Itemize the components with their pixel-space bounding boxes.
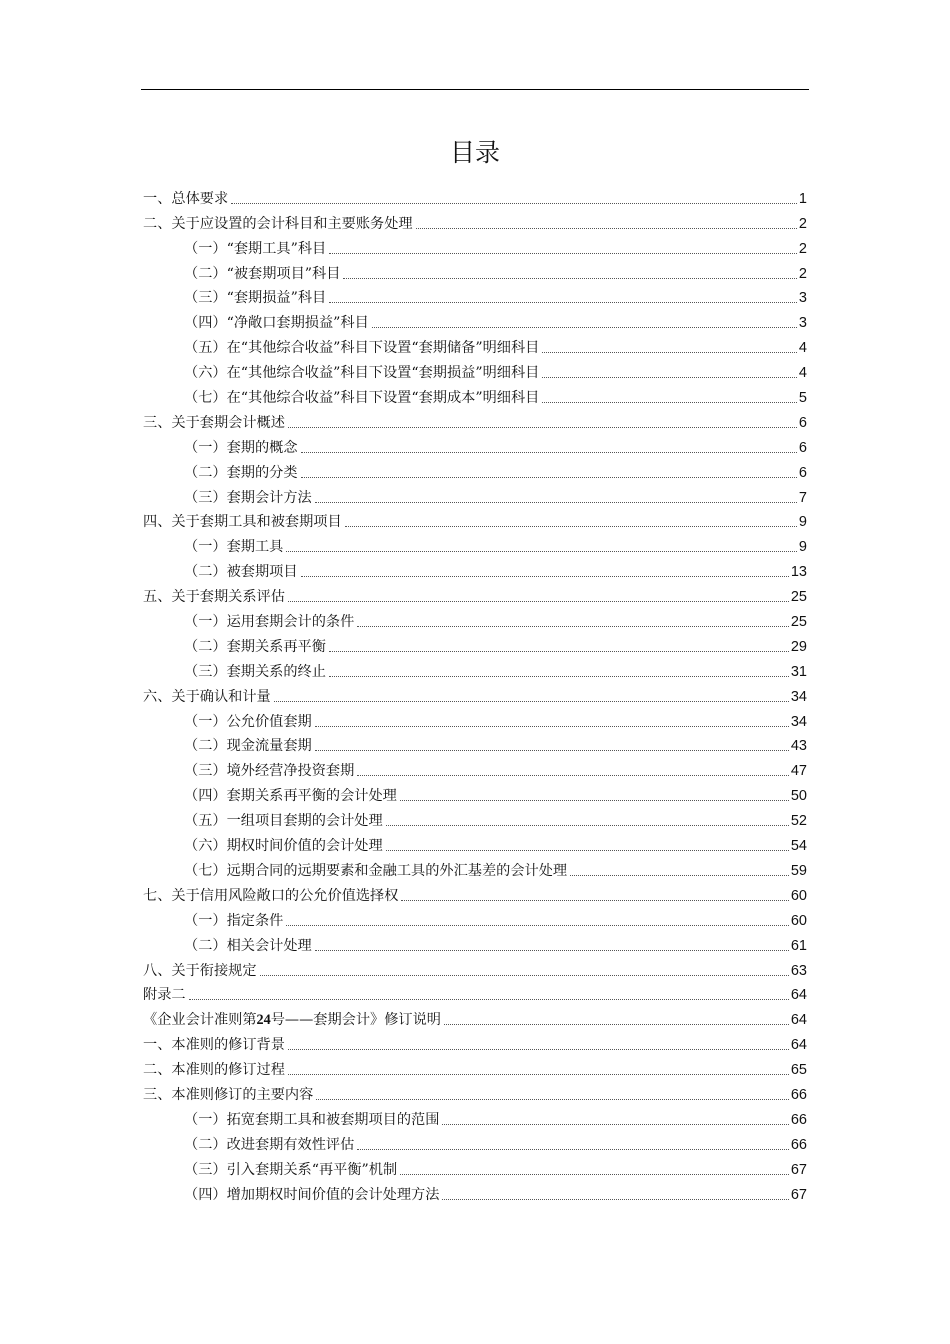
toc-entry[interactable] xyxy=(143,981,807,1006)
dot-leader xyxy=(442,1124,788,1125)
toc-entry-page-number: 9 xyxy=(798,539,807,556)
toc-entry[interactable] xyxy=(143,632,807,657)
toc-entry-label: （七）在“其他综合收益”科目下设置“套期成本”明细科目 xyxy=(184,390,540,407)
toc-entry[interactable] xyxy=(143,707,807,732)
toc-entry-label: （一）指定条件 xyxy=(184,912,284,929)
toc-entry-page-number: 64 xyxy=(790,987,807,1004)
toc-entry-page-number: 3 xyxy=(798,315,807,332)
toc-entry[interactable] xyxy=(143,532,807,557)
dot-leader xyxy=(274,701,789,702)
dot-leader xyxy=(444,1024,789,1025)
toc-entry[interactable] xyxy=(143,234,807,259)
toc-entry-label: （五）一组项目套期的会计处理 xyxy=(184,813,383,830)
toc-entry-label: 五、关于套期关系评估 xyxy=(143,589,285,606)
toc-entry[interactable] xyxy=(143,259,807,284)
toc-entry-label: （四）套期关系再平衡的会计处理 xyxy=(184,788,397,805)
dot-leader xyxy=(329,676,789,677)
dot-leader xyxy=(542,402,797,403)
toc-entry-page-number: 64 xyxy=(790,1012,807,1029)
toc-entry-page-number: 64 xyxy=(790,1037,807,1054)
toc-entry-label xyxy=(143,1011,441,1030)
toc-entry[interactable] xyxy=(143,333,807,358)
dot-leader xyxy=(288,601,789,602)
toc-entry-page-number: 59 xyxy=(790,862,807,879)
toc-entry[interactable] xyxy=(143,209,807,234)
dot-leader xyxy=(570,875,789,876)
toc-entry-page-number: 1 xyxy=(798,190,807,207)
toc-entry[interactable] xyxy=(143,906,807,931)
toc-entry[interactable] xyxy=(143,184,807,209)
toc-entry-label: （一）套期工具 xyxy=(184,539,284,556)
toc-entry-label: （五）在“其他综合收益”科目下设置“套期储备”明细科目 xyxy=(184,340,540,357)
dot-leader xyxy=(329,253,797,254)
toc-entry[interactable] xyxy=(143,657,807,682)
toc-entry-page-number: 4 xyxy=(798,365,807,382)
dot-leader xyxy=(372,327,797,328)
dot-leader xyxy=(231,203,797,204)
toc-entry[interactable] xyxy=(143,831,807,856)
toc-entry-label-suffix: 号——套期会计》修订说明 xyxy=(270,1012,441,1029)
toc-entry[interactable] xyxy=(143,956,807,981)
toc-entry-label: （三）套期会计方法 xyxy=(184,489,312,506)
toc-entry-page-number: 4 xyxy=(798,340,807,357)
dot-leader xyxy=(400,800,789,801)
dot-leader xyxy=(400,1174,789,1175)
dot-leader xyxy=(401,900,788,901)
toc-entry-page-number: 34 xyxy=(790,713,807,730)
toc-entry[interactable] xyxy=(143,308,807,333)
toc-entry[interactable] xyxy=(143,1080,807,1105)
toc-entry-page-number: 66 xyxy=(790,1111,807,1128)
table-of-contents xyxy=(143,184,807,1205)
toc-entry-label: （七）远期合同的远期要素和金融工具的外汇基差的会计处理 xyxy=(184,862,568,879)
toc-entry-label: （六）在“其他综合收益”科目下设置“套期损益”明细科目 xyxy=(184,365,540,382)
dot-leader xyxy=(315,750,789,751)
toc-entry-page-number: 61 xyxy=(790,937,807,954)
toc-entry[interactable] xyxy=(143,1155,807,1180)
toc-entry-label: （三）境外经营净投资套期 xyxy=(184,763,355,780)
toc-entry-page-number: 2 xyxy=(798,240,807,257)
toc-entry-page-number: 29 xyxy=(790,638,807,655)
dot-leader xyxy=(315,950,789,951)
toc-entry-label: （二）相关会计处理 xyxy=(184,937,312,954)
toc-entry-page-number: 63 xyxy=(790,962,807,979)
toc-entry-label: （一）运用套期会计的条件 xyxy=(184,614,355,631)
toc-entry-label: （四）增加期权时间价值的会计处理方法 xyxy=(184,1186,440,1203)
dot-leader xyxy=(345,526,797,527)
toc-entry-page-number: 52 xyxy=(790,813,807,830)
dot-leader xyxy=(288,427,797,428)
dot-leader xyxy=(189,999,789,1000)
toc-entry-label: 一、总体要求 xyxy=(143,190,229,207)
toc-entry-page-number: 50 xyxy=(790,788,807,805)
toc-entry-page-number: 6 xyxy=(798,414,807,431)
toc-entry[interactable] xyxy=(143,557,807,582)
toc-entry[interactable] xyxy=(143,458,807,483)
toc-entry-label: （二）被套期项目 xyxy=(184,564,298,581)
toc-entry-label: （二）套期的分类 xyxy=(184,464,298,481)
dot-leader xyxy=(343,278,797,279)
toc-entry-label: 三、本准则修订的主要内容 xyxy=(143,1086,314,1103)
dot-leader xyxy=(416,228,797,229)
toc-entry-label: 附录二 xyxy=(143,987,186,1004)
header-rule xyxy=(141,89,809,90)
toc-entry-label: 四、关于套期工具和被套期项目 xyxy=(143,514,342,531)
toc-entry[interactable] xyxy=(143,607,807,632)
dot-leader xyxy=(288,1049,789,1050)
toc-entry[interactable] xyxy=(143,433,807,458)
dot-leader xyxy=(386,850,789,851)
toc-entry-page-number: 9 xyxy=(798,514,807,531)
toc-entry[interactable] xyxy=(143,931,807,956)
toc-entry-page-number: 67 xyxy=(790,1186,807,1203)
dot-leader xyxy=(286,551,797,552)
dot-leader xyxy=(542,352,797,353)
dot-leader xyxy=(316,1099,789,1100)
toc-entry-page-number: 7 xyxy=(798,489,807,506)
toc-entry-label: 八、关于衔接规定 xyxy=(143,962,257,979)
dot-leader xyxy=(315,726,789,727)
dot-leader xyxy=(286,925,789,926)
toc-entry-page-number: 2 xyxy=(798,265,807,282)
toc-entry-label: （一）公允价值套期 xyxy=(184,713,312,730)
dot-leader xyxy=(329,651,789,652)
toc-entry-label: （三）套期关系的终止 xyxy=(184,663,326,680)
dot-leader xyxy=(442,1199,788,1200)
toc-entry[interactable] xyxy=(143,408,807,433)
toc-entry-page-number: 60 xyxy=(790,887,807,904)
toc-entry-label: （一）套期的概念 xyxy=(184,439,298,456)
toc-entry-page-number: 25 xyxy=(790,614,807,631)
toc-entry-page-number: 65 xyxy=(790,1062,807,1079)
dot-leader xyxy=(315,502,797,503)
toc-entry-page-number: 3 xyxy=(798,290,807,307)
toc-entry-page-number: 47 xyxy=(790,763,807,780)
toc-entry-label-number: 24 xyxy=(256,1012,271,1029)
toc-entry-label: （四）“净敞口套期损益”科目 xyxy=(184,315,369,332)
toc-entry[interactable] xyxy=(143,483,807,508)
toc-entry[interactable] xyxy=(143,582,807,607)
toc-entry-page-number: 31 xyxy=(790,663,807,680)
toc-entry-page-number: 6 xyxy=(798,464,807,481)
toc-entry[interactable] xyxy=(143,508,807,533)
toc-entry[interactable] xyxy=(143,806,807,831)
toc-entry[interactable] xyxy=(143,732,807,757)
dot-leader xyxy=(260,975,789,976)
toc-entry[interactable] xyxy=(143,1130,807,1155)
dot-leader xyxy=(542,377,797,378)
toc-entry-page-number: 66 xyxy=(790,1086,807,1103)
toc-entry-page-number: 6 xyxy=(798,439,807,456)
toc-entry-label: （三）引入套期关系“再平衡”机制 xyxy=(184,1161,398,1178)
toc-entry-page-number: 34 xyxy=(790,688,807,705)
toc-entry-label: 二、关于应设置的会计科目和主要账务处理 xyxy=(143,215,413,232)
toc-entry-page-number: 54 xyxy=(790,838,807,855)
toc-entry[interactable] xyxy=(143,1005,807,1030)
toc-entry[interactable] xyxy=(143,881,807,906)
dot-leader xyxy=(301,576,789,577)
toc-entry[interactable] xyxy=(143,1180,807,1205)
toc-entry-page-number: 13 xyxy=(790,564,807,581)
toc-entry-label: （二）改进套期有效性评估 xyxy=(184,1136,355,1153)
dot-leader xyxy=(301,452,797,453)
toc-entry[interactable] xyxy=(143,284,807,309)
dot-leader xyxy=(301,477,797,478)
toc-entry-label: 六、关于确认和计量 xyxy=(143,688,271,705)
dot-leader xyxy=(329,302,797,303)
toc-entry-page-number: 60 xyxy=(790,912,807,929)
toc-entry-label: （一）拓宽套期工具和被套期项目的范围 xyxy=(184,1111,440,1128)
toc-entry-label: （六）期权时间价值的会计处理 xyxy=(184,838,383,855)
toc-entry-label: 二、本准则的修订过程 xyxy=(143,1062,285,1079)
toc-entry-page-number: 2 xyxy=(798,215,807,232)
toc-entry[interactable] xyxy=(143,1055,807,1080)
toc-entry[interactable] xyxy=(143,756,807,781)
toc-entry[interactable] xyxy=(143,1105,807,1130)
toc-entry-page-number: 67 xyxy=(790,1161,807,1178)
toc-title: 目录 xyxy=(449,138,500,167)
toc-entry-label: 三、关于套期会计概述 xyxy=(143,414,285,431)
dot-leader xyxy=(288,1074,789,1075)
dot-leader xyxy=(357,626,789,627)
toc-entry[interactable] xyxy=(143,1030,807,1055)
toc-entry-label: （三）“套期损益”科目 xyxy=(184,290,327,307)
dot-leader xyxy=(386,825,789,826)
dot-leader xyxy=(357,1149,789,1150)
toc-entry-label: 一、本准则的修订背景 xyxy=(143,1037,285,1054)
toc-entry[interactable] xyxy=(143,856,807,881)
toc-entry-page-number: 43 xyxy=(790,738,807,755)
toc-entry[interactable] xyxy=(143,682,807,707)
toc-entry-page-number: 25 xyxy=(790,589,807,606)
toc-entry-label: 七、关于信用风险敞口的公允价值选择权 xyxy=(143,887,399,904)
toc-entry-label: （二）现金流量套期 xyxy=(184,738,312,755)
toc-entry[interactable] xyxy=(143,358,807,383)
toc-entry-label: （二）套期关系再平衡 xyxy=(184,638,326,655)
toc-entry-page-number: 66 xyxy=(790,1136,807,1153)
toc-entry[interactable] xyxy=(143,781,807,806)
toc-entry-label: （一）“套期工具”科目 xyxy=(184,240,327,257)
toc-entry-label: （二）“被套期项目”科目 xyxy=(184,265,341,282)
toc-entry[interactable] xyxy=(143,383,807,408)
toc-entry-label-prefix: 《企业会计准则第 xyxy=(143,1012,257,1029)
toc-entry-page-number: 5 xyxy=(798,390,807,407)
dot-leader xyxy=(357,775,789,776)
